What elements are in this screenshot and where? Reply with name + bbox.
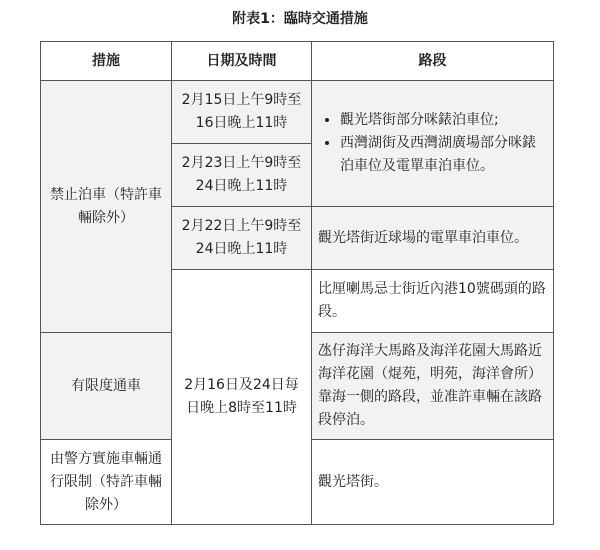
table-header-row bbox=[41, 42, 554, 81]
road-cell: 觀光塔街近球場的電單車泊車位。 bbox=[312, 207, 554, 270]
measure-police-control: 由警方實施車輛通行限制（特許車輛除外） bbox=[41, 440, 172, 525]
list-item: • 西灣湖街及西灣湖廣場部分咪錶泊車位及電單車泊車位。 bbox=[340, 132, 547, 178]
road-cell: 比厘喇馬忌士街近內港10號碼頭的路段。 bbox=[312, 270, 554, 333]
measure-no-parking: 禁止泊車（特許車輛除外） bbox=[41, 81, 172, 333]
list-item: • 觀光塔街部分咪錶泊車位; bbox=[340, 109, 547, 132]
datetime-cell: 2月15日上午9時至16日晚上11時 bbox=[172, 81, 312, 144]
datetime-cell: 2月23日上午9時至24日晚上11時 bbox=[172, 144, 312, 207]
header-road: 路段 bbox=[312, 42, 554, 81]
table-row bbox=[41, 81, 554, 144]
road-cell: 觀光塔街。 bbox=[312, 440, 554, 525]
table-caption: 附表1：臨時交通措施 bbox=[232, 11, 368, 27]
road-cell bbox=[312, 81, 554, 207]
traffic-measures-table bbox=[40, 41, 554, 525]
measure-limited-traffic: 有限度通車 bbox=[41, 333, 172, 440]
datetime-cell: 2月22日上午9時至24日晚上11時 bbox=[172, 207, 312, 270]
road-cell: 氹仔海洋大馬路及海洋花園大馬路近海洋花園（焜苑，明苑，海洋會所）靠海一側的路段，並准許車輛在該路段停泊。 bbox=[312, 333, 554, 440]
header-datetime: 日期及時間 bbox=[172, 42, 312, 81]
header-measure: 措施 bbox=[41, 42, 172, 81]
road-list bbox=[318, 109, 547, 178]
datetime-cell-shared: 2月16日及24日每日晚上8時至11時 bbox=[172, 270, 312, 525]
